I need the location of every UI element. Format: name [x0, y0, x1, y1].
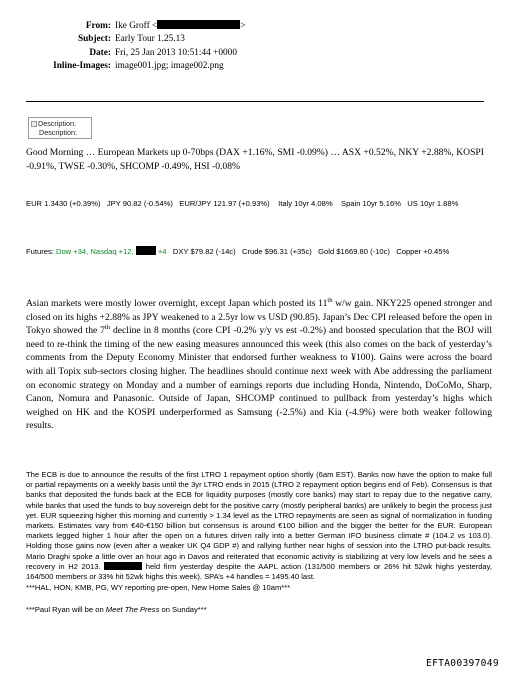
- futures-line: [26, 246, 490, 257]
- subject-label: Subject:: [77, 34, 111, 45]
- subject-value: Early Tour 1.25.13: [115, 34, 185, 45]
- ecb-paragraph: The ECB is due to announce the results of the first LTRO 1 repayment option shortly (6am EST). Banks now have the option to make full or partial repayments on a weekly basis until the 3yr LTRO ends in 2015 (LTRO 2 repayment option begins end of Feb). Consensus is that banks that deposited the funds back at the ECB for liquidity purposes (mostly core banks) may start to repay due to the negative carry, while banks that used the funds to buy sovereign debt for the positive carry (mostly peripheral banks) are unlikely to begin the process just yet. EUR squeezing higher this morning and currently > 1.34 level as the LTRO repayments are seen as signal of normalization in funding markets. Estimates vary from €40-€150 billion but consensus is around €100 billion and the bigger the better for the EUR. European markets legged higher 1 hour after the open on a futures driven rally into a better German IFO business climate # (104.2 vs 103.0). Holding those gains now (even after a weaker UK Q4 GDP #) and rallying further near highs of session into the LTRO put-back results. Mario Draghi spoke a little over an hour ago in Davos and reiterated that economic activity is stabilizing at very low levels and he sees a recovery in H2 2013. held firm yesterday despite the AAPL action (131/500 members or 26% hit 52wk highs yesterday, 164/500 members or 33% hit 52wk highs this week). SPA’s +4 handles = 1495.40 last.: [26, 470, 493, 582]
- subject-row: [18, 33, 498, 46]
- image-description-1: Description:: [38, 119, 76, 128]
- date-value: Fri, 25 Jan 2013 10:51:44 +0000: [115, 47, 237, 58]
- broken-image-placeholder: [28, 117, 92, 139]
- inline-images-row: [18, 60, 498, 73]
- earnings-note: ***HAL, HON, KMB, PG, WY reporting pre-open, New Home Sales @ 10am***: [26, 583, 291, 592]
- redaction-bar: [136, 246, 156, 255]
- date-label: Date:: [89, 47, 111, 58]
- redaction-bar: [104, 562, 142, 570]
- bates-number: EFTA00397049: [426, 658, 499, 669]
- redaction-bar: [157, 20, 240, 29]
- from-value: Ike Groff < >: [115, 21, 246, 31]
- markets-summary: Good Morning … European Markets up 0-70bps (DAX +1.16%, SMI -0.09%) … ASX +0.52%, NKY +2.88%, KOSPI -0.91%, TWSE -0.30%, SHCOMP -0.49%, HSI -0.08%: [26, 147, 484, 172]
- futures-label: Futures:: [26, 247, 56, 256]
- paul-ryan-note: ***Paul Ryan will be on Meet The Press on Sunday***: [26, 605, 207, 614]
- date-row: [18, 47, 498, 60]
- fx-rates-line: EUR 1.3430 (+0.39%) JPY 90.82 (-0.54%) EUR/JPY 121.97 (+0.93%) Italy 10yr 4.08% Spain 10yr 5.16% US 10yr 1.88%: [26, 199, 459, 208]
- futures-green: Dow +34, Nasdaq +12, +4: [55, 247, 167, 256]
- futures-rest: DXY $79.82 (-14c) Crude $96.31 (+35c) Gold $1669.80 (-10c) Copper +0.45%: [166, 247, 450, 256]
- from-label: From:: [85, 21, 111, 31]
- from-row: [18, 20, 498, 33]
- asia-markets-paragraph: Asian markets were mostly lower overnight, except Japan which posted its 11th w/w gain. NKY225 opened stronger and closed on its highs +2.88% as JPY weakened to a 2.5yr low vs USD (90.85). Japan’s Dec CPI released before the open in Tokyo showed the 7th decline in 8 months (core CPI -0.2% y/y vs est -0.2%) and boosted speculation that the BOJ will need to re-think the timing of the new easing measures announced this week (this also comes on the back of yesterday’s comments from the Deputy Economy Minister that endorsed further weakness to ¥100). Gains were across the board with all Topix sub-sectors closing higher. The headlines should continue next week with Abe addressing the parliament on economic strategy on Monday and a number of earnings reports due including Honda, Nintendo, DoCoMo, Sharp, Canon, Nomura and Panasonic. Outside of Japan, SHCOMP continued to pullback from yesterday’s highs which weighed on HK and the KOSPI underperformed as Samsung (-2.5%) and Kia (-4.9%) were both weaker following results.: [26, 296, 493, 432]
- inline-images-value: image001.jpg; image002.png: [115, 61, 224, 72]
- email-header: [18, 20, 498, 74]
- header-divider: [26, 101, 484, 102]
- image-description-2: Description:: [39, 128, 77, 137]
- broken-image-icon: [31, 121, 37, 127]
- inline-images-label: Inline-Images:: [53, 61, 111, 72]
